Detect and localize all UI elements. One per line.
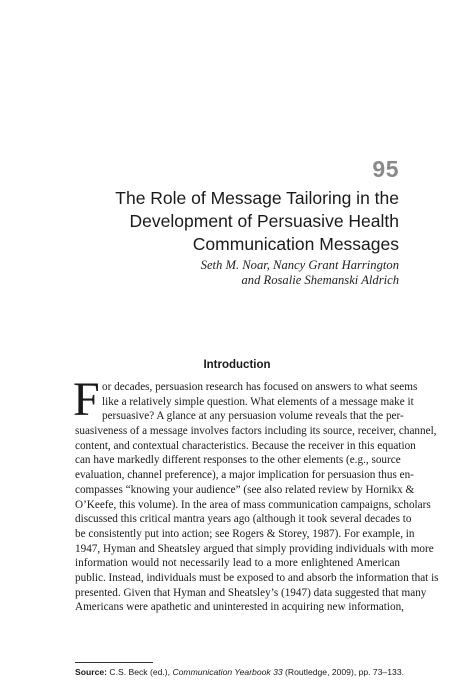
chapter-title-line: Communication Messages bbox=[192, 234, 399, 254]
body-line: presented. Given that Hyman and Sheatsley’s (1947) data suggested that many bbox=[75, 586, 427, 599]
authors bbox=[59, 258, 399, 288]
body-line: suasiveness of a message involves factors including its source, receiver, channel, bbox=[75, 425, 437, 438]
source-footnote bbox=[75, 667, 404, 677]
footnote-suffix: (Routledge, 2009), pp. 73–133. bbox=[282, 667, 404, 677]
body-line: discussed this critical mantra years ago (although it took several decades to bbox=[75, 513, 412, 526]
section-heading: Introduction bbox=[203, 359, 271, 371]
body-line: O’Keefe, this volume). In the area of mass communication campaigns, scholars bbox=[75, 498, 431, 511]
footnote-title: Communication Yearbook 33 bbox=[172, 667, 283, 677]
body-line: public. Instead, individuals must be exposed to and absorb the information that is bbox=[75, 571, 439, 584]
body-line: like a relatively simple question. What elements of a message make it bbox=[102, 395, 414, 408]
author-line: Seth M. Noar, Nancy Grant Harrington bbox=[200, 258, 399, 272]
author-line: and Rosalie Shemanski Aldrich bbox=[241, 273, 399, 287]
body-line: can have markedly different responses to the other elements (e.g., source bbox=[75, 454, 401, 467]
body-line: persuasive? A glance at any persuasion volume reveals that the per- bbox=[102, 410, 404, 423]
chapter-title-line: Development of Persuasive Health bbox=[129, 211, 399, 231]
body-line: content, and contextual characteristics. Because the receiver in this equation bbox=[75, 439, 416, 452]
chapter-number: 95 bbox=[372, 156, 399, 182]
footnote-rule bbox=[75, 662, 153, 663]
body-line: compasses “knowing your audience” (see also related review by Hornikx & bbox=[75, 483, 415, 496]
body-line: 1947, Hyman and Sheatsley argued that simply providing individuals with more bbox=[75, 542, 434, 555]
footnote-label: Source: bbox=[75, 667, 107, 677]
body-line: information would not necessarily lead to a more enlightened American bbox=[75, 557, 400, 570]
body-text bbox=[73, 373, 439, 615]
body-line: evaluation, channel preference), a major implication for persuasion thus en- bbox=[75, 469, 414, 482]
chapter-title-line: The Role of Message Tailoring in the bbox=[115, 188, 399, 208]
drop-cap: F bbox=[73, 373, 100, 426]
body-line: or decades, persuasion research has focused on answers to what seems bbox=[102, 381, 418, 393]
chapter-title-block bbox=[59, 187, 399, 288]
footnote-prefix: C.S. Beck (ed.), bbox=[107, 667, 173, 677]
body-line: be consistently put into action; see Rogers & Storey, 1987). For example, in bbox=[75, 527, 415, 540]
body-line: Americans were apathetic and uninterested in acquiring new information, bbox=[75, 601, 404, 614]
